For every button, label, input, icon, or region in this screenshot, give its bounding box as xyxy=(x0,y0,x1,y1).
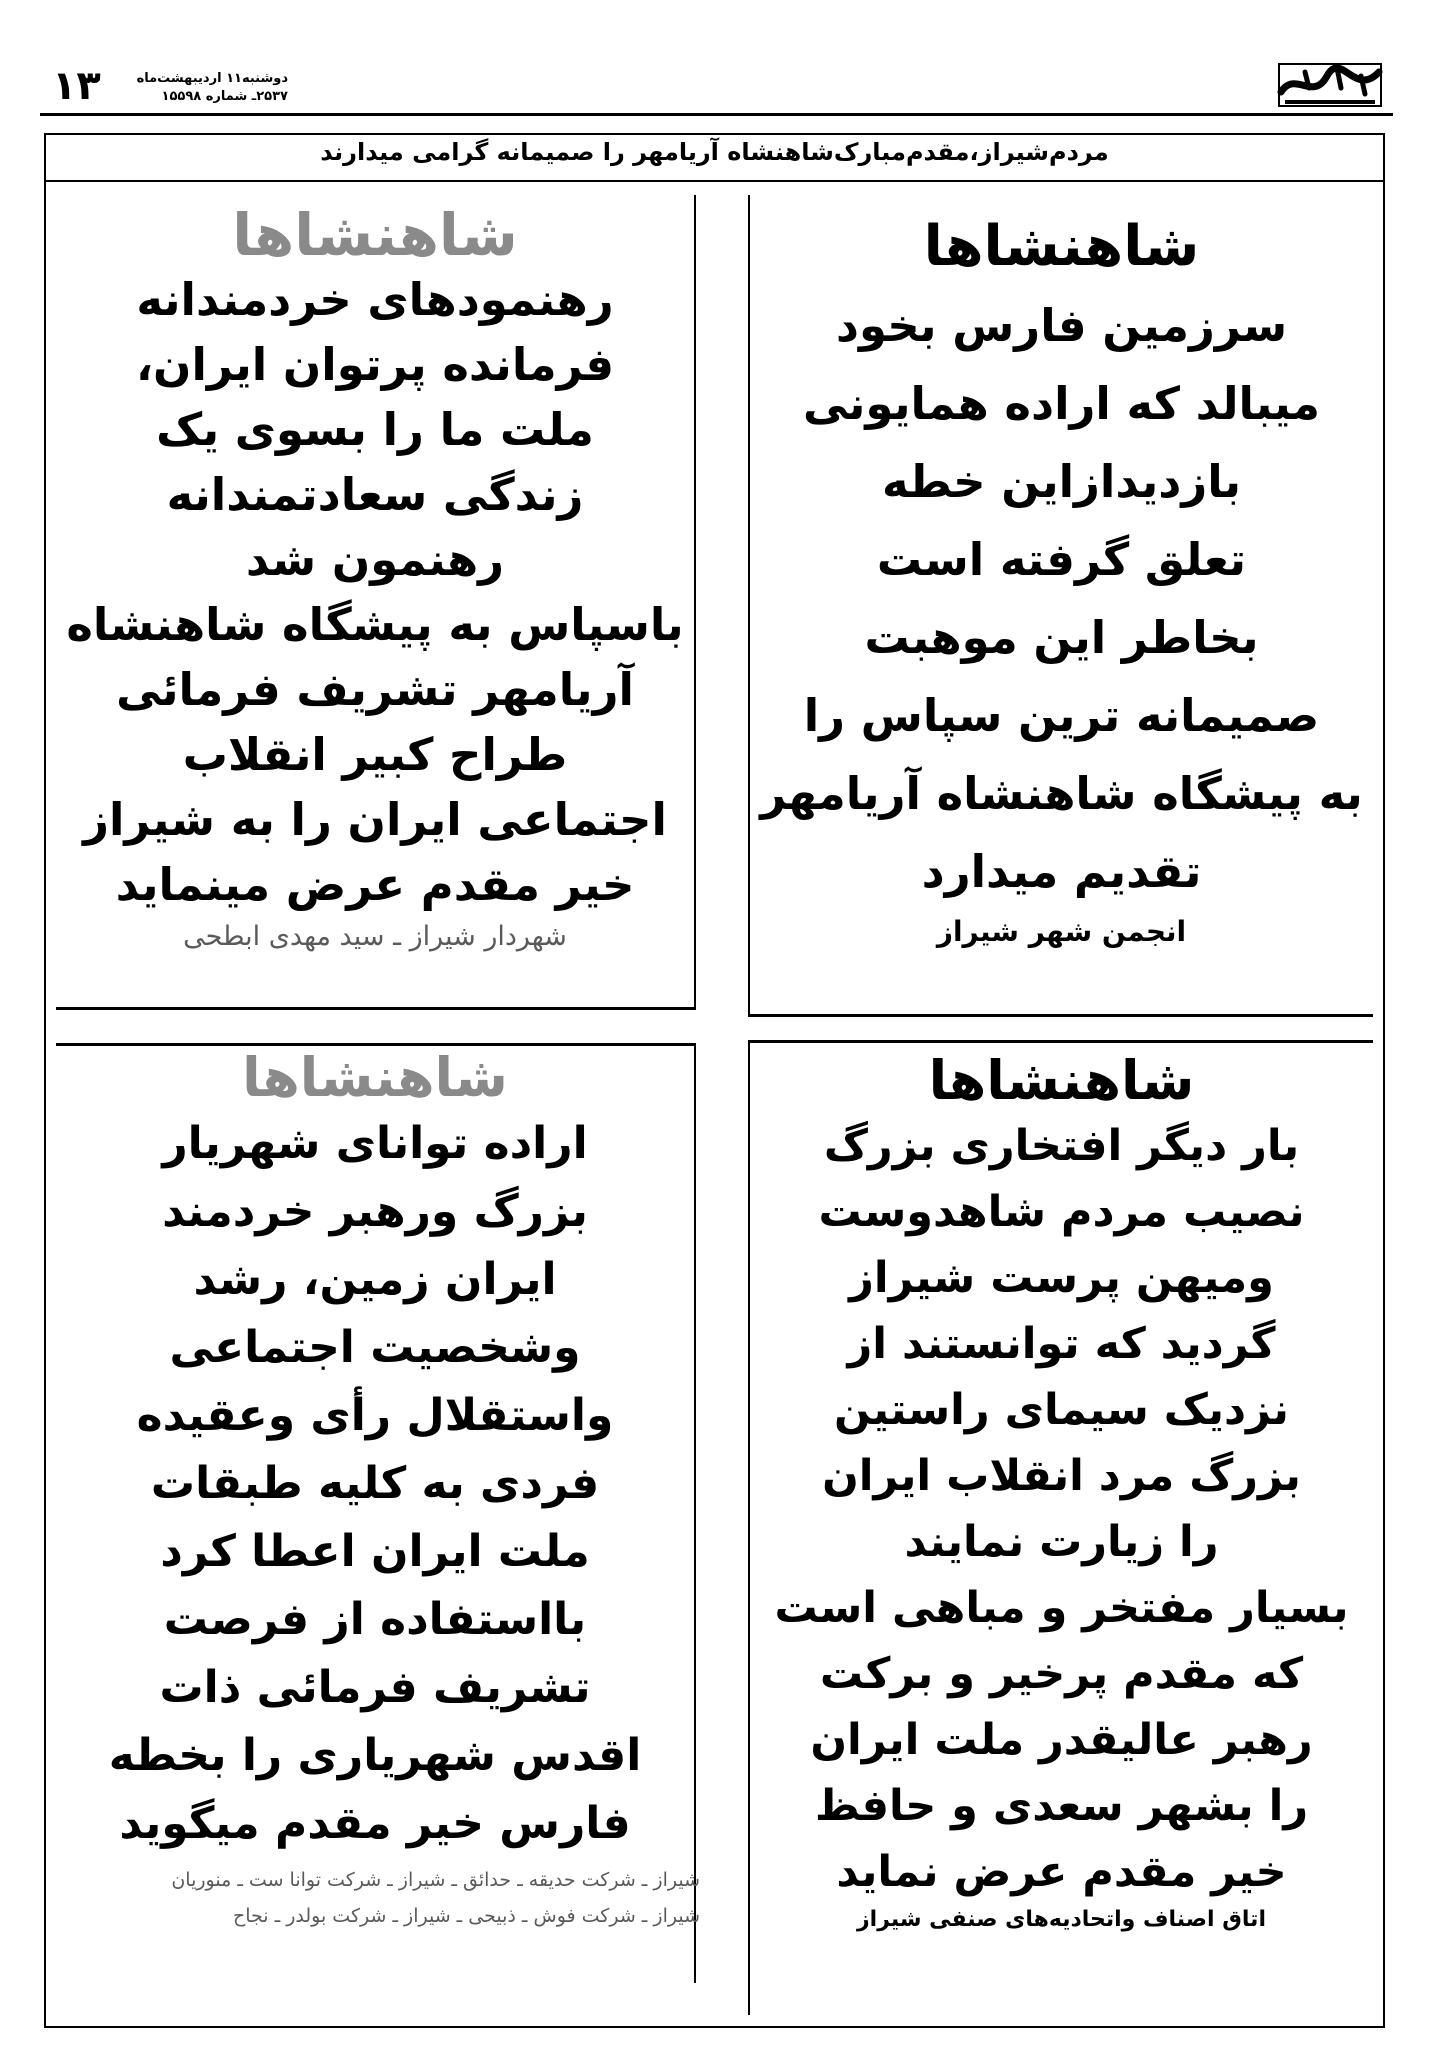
panel-title: شاهنشاها xyxy=(923,214,1200,279)
panel-anjoman-shahr xyxy=(748,195,1373,1017)
body-line: که مقدم پرخیر و برکت xyxy=(819,1649,1304,1699)
panel-signature: انجمن شهر شیراز xyxy=(936,915,1187,948)
body-line: نزدیک سیمای راستین xyxy=(834,1385,1289,1435)
body-line: بزرگ ورهبر خردمند xyxy=(162,1186,588,1237)
body-line: بااستفاده از فرصت xyxy=(163,1594,587,1645)
panel-body xyxy=(56,1110,694,1858)
body-line: تعلق گرفته است xyxy=(876,533,1247,586)
panel-title: شاهنشاها xyxy=(242,1046,508,1109)
body-line: بزرگ مرد انقلاب ایران xyxy=(822,1451,1301,1501)
body-line: تشریف فرمائی ذات xyxy=(159,1662,591,1713)
body-line: طراح کبیر انقلاب xyxy=(182,728,568,781)
page-number: ۱۳ xyxy=(52,63,101,109)
body-line: بازدیدازاین خطه xyxy=(881,455,1242,508)
panel-signature: اتاق اصناف واتحادیه‌های صنفی شیراز xyxy=(857,1907,1266,1932)
panel-signature: شهردار شیراز ـ سید مهدی ابطحی xyxy=(183,921,567,952)
body-line: میبالد که اراده همایونی xyxy=(802,377,1321,430)
body-line: بسیار مفتخر و مباهی است xyxy=(774,1583,1349,1633)
signature-line: شیراز ـ شرکت فوش ـ ذبیحی ـ شیراز ـ شرکت بولدر ـ نجاح xyxy=(232,1905,700,1927)
newspaper-logo xyxy=(1275,62,1385,108)
signature-line: شیراز ـ شرکت حدیقه ـ حدائق ـ شیراز ـ شرکت توانا ست ـ منوریان xyxy=(171,1869,700,1891)
banner-headline: مردم‌شیراز،مقدم‌مبارک‌شاهنشاه آریامهر را صمیمانه گرامی میدارند xyxy=(320,138,1109,166)
body-line: اقدس شهریاری را بخطه xyxy=(108,1730,642,1781)
body-line: را زیارت نمایند xyxy=(904,1517,1219,1567)
body-line: ایران زمین، رشد xyxy=(193,1254,557,1305)
panel-sherkat-ha xyxy=(56,1043,696,1983)
body-line: صمیمانه ترین سپاس را xyxy=(803,689,1320,742)
body-line: را بشهر سعدی و حافظ xyxy=(814,1781,1309,1831)
issue-line: ۲۵۳۷ـ شماره ۱۵۵۹۸ xyxy=(161,89,288,104)
body-line: آریامهر تشریف فرمائی xyxy=(116,663,634,716)
panel-shahrdar xyxy=(56,195,696,1010)
date-line: دوشنبه۱۱ اردیبهشت‌ماه xyxy=(136,71,288,86)
body-line: اجتماعی ایران را به شیراز xyxy=(83,793,667,846)
body-line: خیر مقدم عرض مینماید xyxy=(115,858,635,911)
panel-signature-companies xyxy=(50,1862,700,1934)
body-line: وشخصیت اجتماعی xyxy=(169,1322,581,1373)
panel-body xyxy=(750,287,1373,911)
panel-otagh-asnaf xyxy=(748,1040,1373,2015)
banner-rule xyxy=(46,180,1383,182)
body-line: فردی به کلیه طبقات xyxy=(150,1458,600,1509)
body-line: زندگی سعادتمندانه xyxy=(166,468,584,521)
body-line: سرزمین فارس بخود xyxy=(835,299,1288,352)
body-line: اراده توانای شهریار xyxy=(162,1118,588,1169)
header-rule xyxy=(40,113,1393,116)
body-line: گردید که توانستند از xyxy=(847,1319,1276,1369)
body-line: رهنمودهای خردمندانه xyxy=(136,273,614,326)
body-line: رهبر عالیقدر ملت ایران xyxy=(810,1715,1313,1765)
body-line: فرمانده پرتوان ایران، xyxy=(135,338,615,391)
body-line: بار دیگر افتخاری بزرگ xyxy=(823,1121,1300,1171)
body-line: ملت ما را بسوی یک xyxy=(156,403,594,456)
panel-title: شاهنشاها xyxy=(232,201,518,269)
panel-body xyxy=(750,1113,1373,1905)
body-line: واستقلال رأی وعقیده xyxy=(136,1390,614,1441)
body-line: بخاطر این موهبت xyxy=(864,611,1259,664)
body-line: ملت ایران اعطا کرد xyxy=(160,1526,590,1577)
body-line: خیر مقدم عرض نماید xyxy=(836,1847,1287,1897)
body-line: رهنمون شد xyxy=(245,533,505,586)
panel-title: شاهنشاها xyxy=(928,1049,1195,1112)
body-line: تقدیم میدارد xyxy=(921,845,1202,898)
body-line: نصیب مردم شاهدوست xyxy=(818,1187,1305,1237)
body-line: باسپاس به پیشگاه شاهنشاه xyxy=(66,598,684,651)
issue-info xyxy=(118,70,288,106)
body-line: فارس خیر مقدم میگوید xyxy=(119,1798,631,1849)
panel-body xyxy=(56,267,694,917)
body-line: به پیشگاه شاهنشاه آریامهر xyxy=(760,767,1363,820)
body-line: ومیهن پرست شیراز xyxy=(849,1253,1274,1303)
